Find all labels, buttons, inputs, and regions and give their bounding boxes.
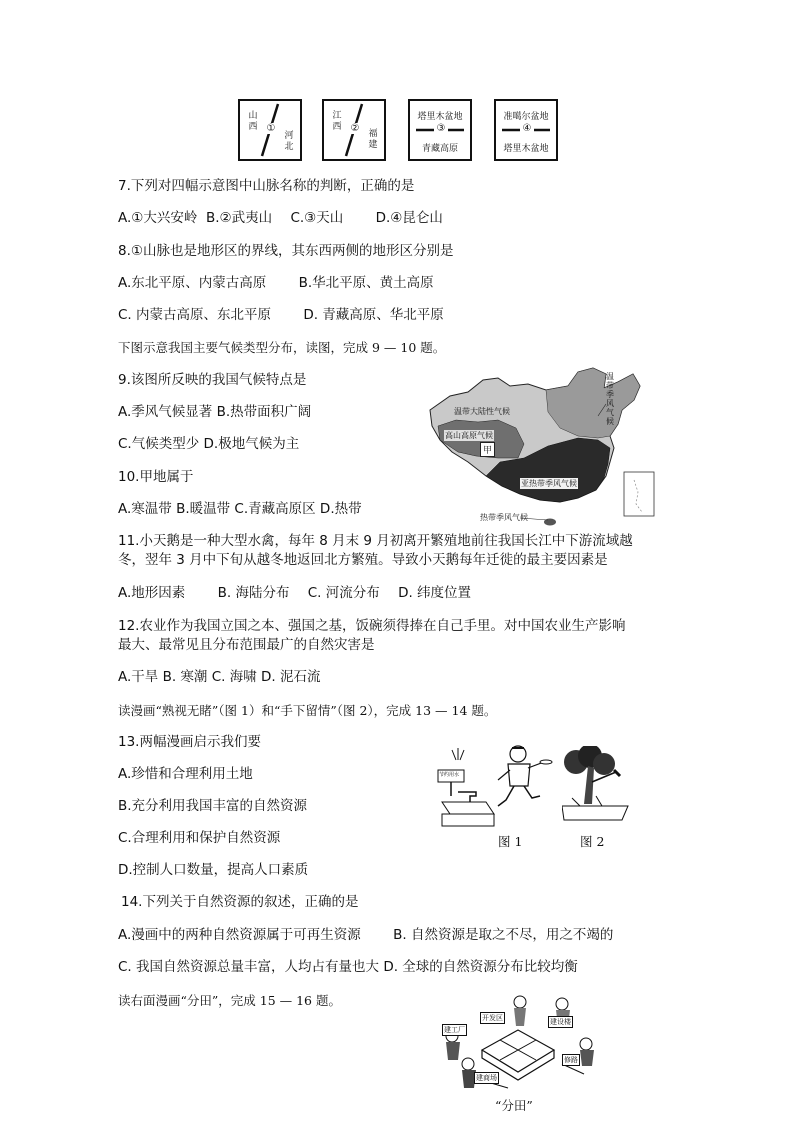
q7-option-a: A.①大兴安岭 — [118, 210, 198, 226]
q8-option-c: C. 内蒙古高原、东北平原 — [118, 307, 272, 323]
q13-stem: 13.两幅漫画启示我们要 — [118, 734, 261, 750]
box4-bottom-label: 塔里木盆地 — [503, 144, 549, 154]
q11-line2: 冬，翌年 3 月中下旬从越冬地返回北方繁殖。导致小天鹅每年迁徙的最主要因素是 — [118, 552, 608, 568]
label-temperate-continental: 温带大陆性气候 — [454, 407, 510, 416]
q9-options-ab: A.季风气候显著 B.热带面积广阔 — [118, 404, 312, 420]
label-plateau: 高山高原气候 — [445, 431, 493, 440]
running-boy-faucet-drawing — [436, 740, 554, 828]
label-tropical: 热带季风气候 — [480, 513, 528, 522]
q14-option-c: C. 我国自然资源总量丰富，人均占有量也大 — [118, 959, 380, 975]
q8-options-cd — [118, 306, 444, 324]
q8-option-d: D. 青藏高原、华北平原 — [303, 307, 444, 323]
q11-options — [118, 584, 471, 602]
box1-mark: ① — [264, 123, 278, 134]
diagram-box-3 — [408, 99, 472, 161]
q12-line2: 最大、最常见且分布范围最广的自然灾害是 — [118, 637, 375, 653]
fentian-cartoon — [438, 994, 598, 1094]
q14-options-ab — [118, 926, 613, 944]
diagram-box-4 — [494, 99, 558, 161]
box2-left-label: 江西 — [332, 111, 342, 132]
fentian-sign-3: 建工厂 — [444, 1026, 465, 1034]
q12-line1: 12.农业作为我国立国之本、强国之基，饭碗须得捧在自己手里。对中国农业生产影响 — [118, 618, 626, 634]
q7-option-d: D.④昆仑山 — [375, 210, 443, 226]
fentian-sign-2: 建设楼 — [550, 1018, 571, 1026]
q11-option-a: A.地形因素 — [118, 585, 186, 601]
cartoon-caption-1: 图 1 — [498, 834, 523, 849]
box4-mark: ④ — [520, 123, 534, 134]
diagram-box-1 — [238, 99, 302, 161]
box3-bottom-label: 青藏高原 — [421, 144, 458, 154]
intro-15-16: 读右面漫画“分田”，完成 15 — 16 题。 — [118, 993, 341, 1008]
q9-stem: 9.该图所反映的我国气候特点是 — [118, 372, 307, 388]
q8-option-a: A.东北平原、内蒙古高原 — [118, 275, 267, 291]
q8-stem: 8.①山脉也是地形区的界线，其东西两侧的地形区分别是 — [118, 243, 454, 259]
fentian-caption: “分田” — [495, 1098, 533, 1113]
intro-9-10: 下图示意我国主要气候类型分布，读图，完成 9 — 10 题。 — [118, 340, 446, 355]
label-subtropical: 亚热带季风气候 — [521, 479, 577, 488]
cartoon-caption-2: 图 2 — [580, 834, 605, 849]
china-climate-map-svg — [428, 366, 660, 528]
q11-option-d: D. 纬度位置 — [398, 585, 472, 601]
q13-option-b: B.充分利用我国丰富的自然资源 — [118, 798, 308, 814]
q14-options-cd — [118, 958, 578, 976]
q13-option-d: D.控制人口数量，提高人口素质 — [118, 862, 309, 878]
tree-cutting-drawing — [562, 746, 632, 826]
q14-option-d: D. 全球的自然资源分布比较均衡 — [383, 959, 578, 975]
china-climate-map — [428, 366, 660, 528]
q8-options-ab — [118, 274, 434, 292]
q10-options: A.寒温带 B.暖温带 C.青藏高原区 D.热带 — [118, 501, 362, 517]
q11-line1: 11.小天鹅是一种大型水禽，每年 8 月末 9 月初离开繁殖地前往我国长江中下游流域越 — [118, 533, 633, 549]
box2-mark: ② — [348, 123, 362, 134]
q8-option-b: B.华北平原、黄土高原 — [298, 275, 434, 291]
q13-option-c: C.合理利用和保护自然资源 — [118, 830, 281, 846]
label-temperate-monsoon: 温带季风气候 — [606, 372, 614, 426]
q7-option-c: C.③天山 — [290, 210, 344, 226]
label-jia: 甲 — [480, 442, 495, 457]
q9-options-cd: C.气候类型少 D.极地气候为主 — [118, 436, 300, 452]
box3-top-label: 塔里木盆地 — [417, 112, 463, 122]
box3-mark: ③ — [434, 123, 448, 134]
q10-stem: 10.甲地属于 — [118, 469, 194, 485]
q14-option-b: B. 自然资源是取之不尽，用之不竭的 — [393, 927, 614, 943]
fentian-sign-4: 修路 — [564, 1056, 578, 1064]
q11-option-c: C. 河流分布 — [307, 585, 380, 601]
q14-stem: 14.下列关于自然资源的叙述，正确的是 — [121, 894, 359, 910]
q7-options — [118, 209, 443, 227]
box1-right-label: 河北 — [284, 131, 294, 152]
fentian-sign-5: 建商场 — [476, 1074, 497, 1082]
diagram-box-2 — [322, 99, 386, 161]
box1-left-label: 山西 — [248, 111, 258, 132]
q11-option-b: B. 海陆分布 — [217, 585, 290, 601]
q13-option-a: A.珍惜和合理利用土地 — [118, 766, 253, 782]
fentian-sign-1: 开发区 — [482, 1014, 503, 1022]
cartoon-figure-2 — [562, 746, 632, 826]
q12-options: A.干旱 B. 寒潮 C. 海啸 D. 泥石流 — [118, 669, 321, 685]
box4-top-label: 准噶尔盆地 — [503, 112, 549, 122]
cartoon-figure-1 — [436, 740, 554, 828]
q14-option-a: A.漫画中的两种自然资源属于可再生资源 — [118, 927, 361, 943]
water-saving-sign: 节约用水 — [439, 772, 460, 778]
box2-right-label: 福建 — [368, 129, 378, 150]
q7-option-b: B.②武夷山 — [206, 210, 273, 226]
q7-stem: 7.下列对四幅示意图中山脉名称的判断，正确的是 — [118, 178, 415, 194]
fentian-drawing — [438, 994, 598, 1094]
intro-13-14: 读漫画“熟视无睹”（图 1）和“手下留情”（图 2），完成 13 — 14 题。 — [118, 703, 497, 718]
